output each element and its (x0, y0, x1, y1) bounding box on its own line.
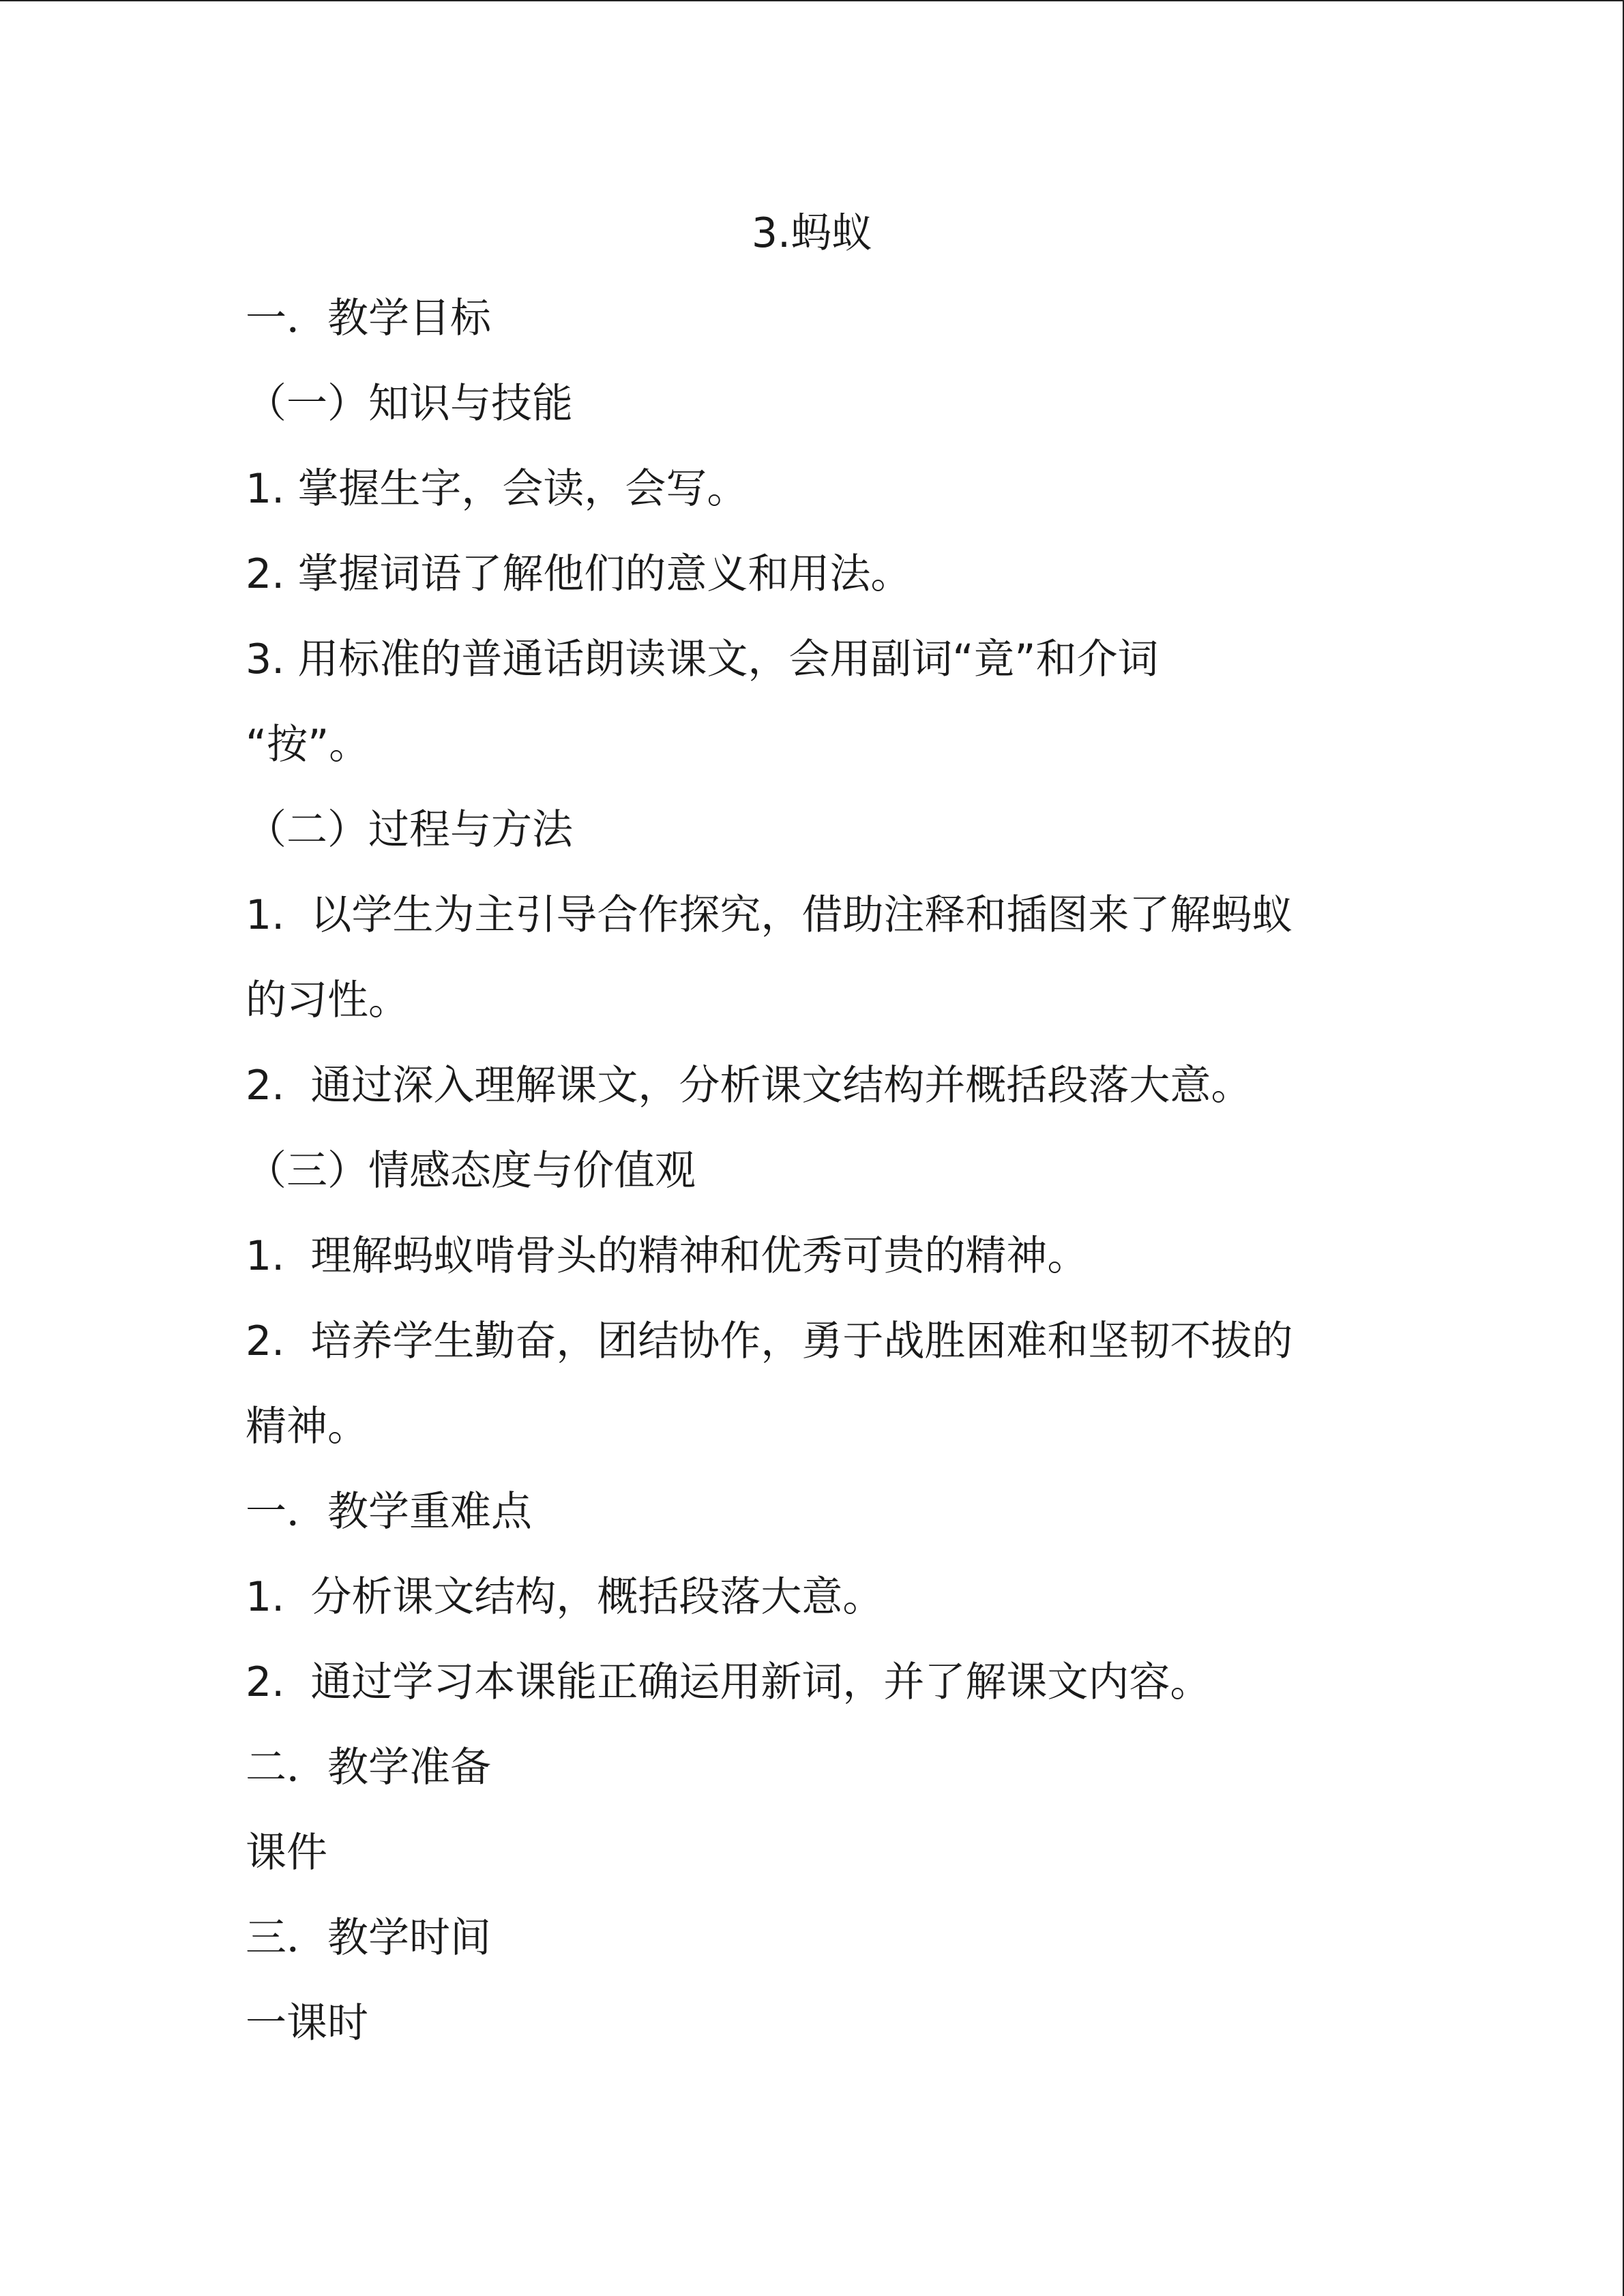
subsection-knowledge-skills: （一）知识与技能 (246, 380, 573, 428)
list-item: 1. 以学生为主引导合作探究，借助注释和插图来了解蚂蚁 (246, 891, 1293, 939)
subsection-emotion-values: （三）情感态度与价值观 (246, 1147, 696, 1195)
section-heading-objectives: 一．教学目标 (246, 295, 491, 342)
list-item: 3. 用标准的普通话朗读课文，会用副词“竟”和介词 (246, 636, 1159, 683)
time-value: 一课时 (246, 1999, 368, 2047)
subsection-process-methods: （二）过程与方法 (246, 806, 573, 854)
document-body (246, 191, 1419, 2066)
list-item: 2. 培养学生勤奋，团结协作，勇于战胜困难和坚韧不拔的 (246, 1317, 1293, 1365)
list-item: 2. 通过深入理解课文，分析课文结构并概括段落大意。 (246, 1062, 1252, 1109)
preparation-value: 课件 (246, 1829, 327, 1877)
list-item: 1. 分析课文结构，概括段落大意。 (246, 1573, 884, 1621)
list-item: 1. 理解蚂蚁啃骨头的精神和优秀可贵的精神。 (246, 1232, 1089, 1280)
section-heading-time: 三．教学时间 (246, 1914, 491, 1962)
document-title: 3.蚂蚁 (751, 209, 873, 257)
section-heading-key-points: 一．教学重难点 (246, 1488, 532, 1536)
list-item: 2. 掌握词语了解他们的意义和用法。 (246, 550, 912, 598)
list-item-continuation: 精神。 (246, 1403, 368, 1450)
list-item: 1. 掌握生字，会读，会写。 (246, 465, 748, 513)
section-heading-preparation: 二．教学准备 (246, 1744, 491, 1791)
list-item: 2. 通过学习本课能正确运用新词，并了解课文内容。 (246, 1658, 1211, 1706)
list-item-continuation: “按”。 (246, 721, 370, 769)
list-item-continuation: 的习性。 (246, 976, 409, 1024)
